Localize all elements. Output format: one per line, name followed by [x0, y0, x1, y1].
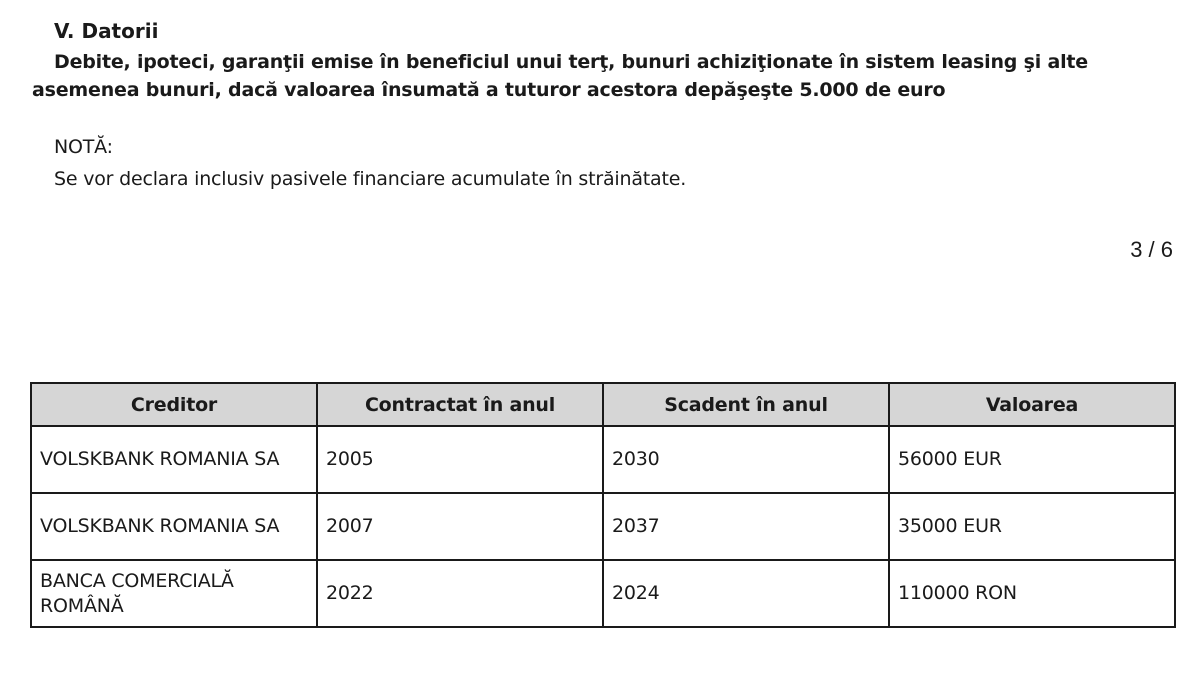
note-label: NOTĂ:: [54, 136, 113, 158]
table-header-row: [31, 383, 1175, 426]
table-row: [31, 560, 1175, 627]
contracted-year-cell: 2007: [317, 493, 603, 560]
section-description: Debite, ipoteci, garanţii emise în beneficiul unui terţ, bunuri achiziţionate în sistem leasing şi alte asemenea bunuri, dacă valoarea însumată a tuturor acestora depăşeşte 5.000 de euro: [32, 51, 1088, 101]
table-row: [31, 426, 1175, 493]
creditor-cell: VOLSKBANK ROMANIA SA: [31, 493, 317, 560]
creditor-cell: VOLSKBANK ROMANIA SA: [31, 426, 317, 493]
header-contracted-year: Contractat în anul: [317, 383, 603, 426]
value-cell: 110000 RON: [889, 560, 1175, 627]
creditor-cell: BANCA COMERCIALĂ ROMÂNĂ: [31, 560, 317, 627]
header-creditor: Creditor: [31, 383, 317, 426]
note-text: Se vor declara inclusiv pasivele financiare acumulate în străinătate.: [54, 168, 687, 190]
section-title: V. Datorii: [54, 19, 159, 43]
header-due-year: Scadent în anul: [603, 383, 889, 426]
debts-table: [30, 382, 1176, 628]
page-number: 3 / 6: [1130, 237, 1173, 262]
table-row: [31, 493, 1175, 560]
due-year-cell: 2024: [603, 560, 889, 627]
contracted-year-cell: 2022: [317, 560, 603, 627]
value-cell: 56000 EUR: [889, 426, 1175, 493]
contracted-year-cell: 2005: [317, 426, 603, 493]
header-value: Valoarea: [889, 383, 1175, 426]
due-year-cell: 2037: [603, 493, 889, 560]
due-year-cell: 2030: [603, 426, 889, 493]
value-cell: 35000 EUR: [889, 493, 1175, 560]
